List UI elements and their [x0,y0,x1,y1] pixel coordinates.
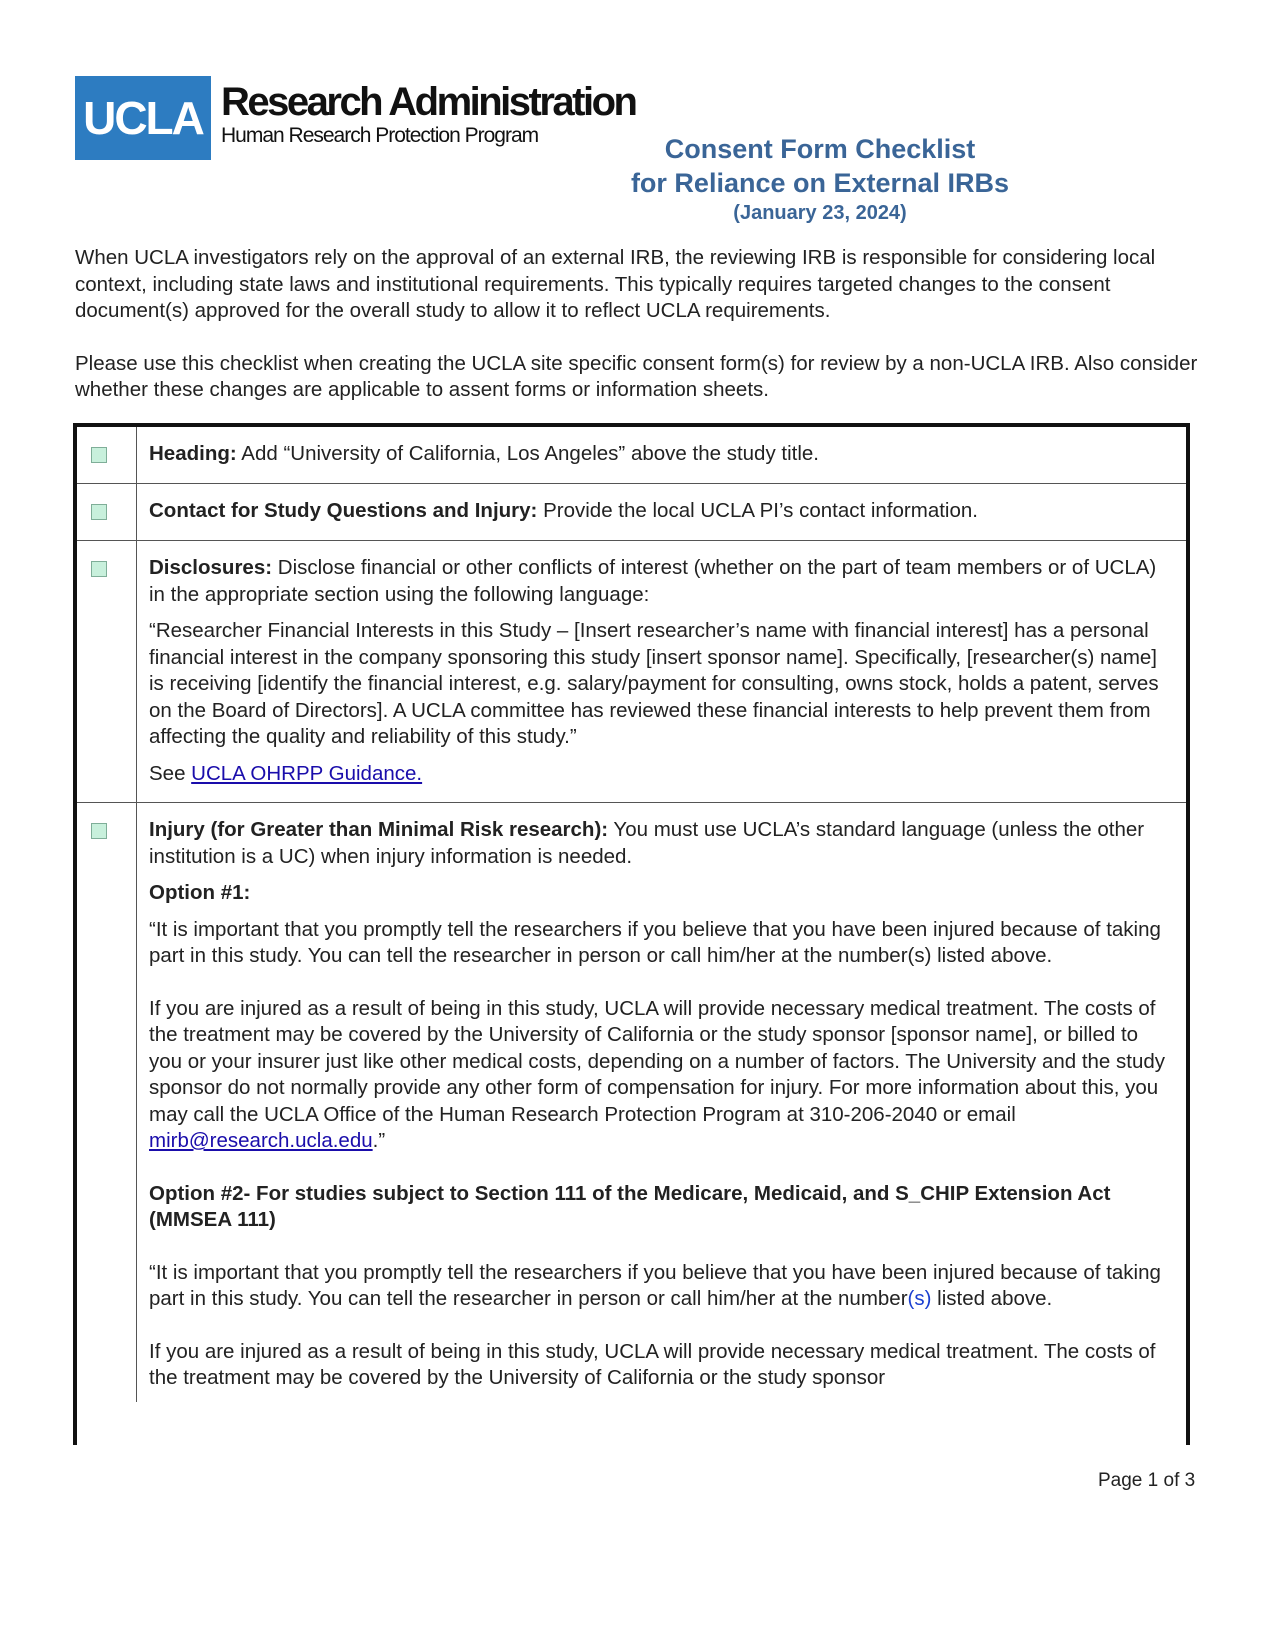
checkbox-cell [77,484,137,540]
row-text [137,541,1186,802]
checklist-row-injury [77,803,1186,1402]
intro-section [75,245,1205,430]
checklist-row-contact [77,484,1186,541]
option-1-end: .” [372,1129,386,1152]
disclosures-quote: “Researcher Financial Interests in this Study – [Insert researcher’s name with financial interest] has a personal financial interest in the company sponsoring this study [insert sponsor name]. Specifically, [researcher(s) name] is receiving [identify the financial interest, e.g. salary/payment for consulting, owns stock, holds a patent, serves on the Board of Directors]. A UCLA committee has reviewed these financial interests to help prevent them from affecting the quality and reliability of this study.” [149,619,1159,748]
option-1-paragraph-2: If you are injured as a result of being in this study, UCLA will provide necessary medical treatment. The costs of the treatment may be covered by the University of California or the study sponsor [sponsor name], or billed to you or your insurer just like other medical costs, depending on a number of factors. The University and the study sponsor do not normally provide any other form of compensation for injury. For more information about this, you may call the UCLA Office of the Human Research Protection Program at 310-206-2040 or email [149,996,1166,1126]
row-text [137,803,1186,1402]
title-line-2: for Reliance on External IRBs [630,168,1010,198]
option-2-paragraph-1a: “It is important that you promptly tell the researchers if you believe that you have been injured because of taking part in this study. You can tell the researcher in person or call him/her at the number [149,1260,1161,1310]
intro-paragraph-2: Please use this checklist when creating the UCLA site specific consent form(s) for review by a non-UCLA IRB. Also consider whether these changes are applicable to assent forms or information sheets. [75,351,1198,401]
option-1-label: Option #1: [149,881,251,904]
checkbox-cell [77,803,137,1402]
page-number: Page 1 of 3 [1098,1470,1196,1491]
row-text [137,484,1186,540]
see-text: See [149,761,192,785]
checkbox-cell [77,427,137,483]
logo-title: Research Administration [221,80,636,124]
checkbox-contact[interactable] [91,504,107,520]
checklist-row-disclosures [77,541,1186,803]
disclosures-text: Disclose financial or other conflicts of interest (whether on the part of team members or of UCLA) in the appropriate section using the following language: [149,556,1157,606]
title-line-1: Consent Form Checklist [664,134,976,164]
injury-text: You must use UCLA’s standard language (unless the other institution is a UC) when injury information is needed. [149,818,1145,868]
disclosures-label: Disclosures: [149,556,273,579]
ucla-logo [75,76,635,160]
document-title [560,132,1080,226]
checkbox-disclosures[interactable] [91,561,107,577]
ucla-logo-mark: UCLA [75,76,211,160]
title-date: (January 23, 2024) [733,202,907,224]
injury-label: Injury (for Greater than Minimal Risk research): [149,818,609,841]
heading-text: Add “University of California, Los Angeles” above the study title. [236,442,819,465]
option-1-paragraph-1: “It is important that you promptly tell the researchers if you believe that you have been injured because of taking part in this study. You can tell the researcher in person or call him/her at the number(s) listed above. [149,917,1161,967]
option-2-paragraph-1s: (s) [907,1287,932,1310]
heading-label: Heading: [149,442,237,465]
checkbox-heading[interactable] [91,447,107,463]
option-2-paragraph-1b: listed above. [931,1287,1053,1310]
checkbox-injury[interactable] [91,823,107,839]
checklist-table [73,423,1190,1445]
contact-text: Provide the local UCLA PI’s contact information. [537,499,978,522]
checklist-row-heading [77,427,1186,484]
row-text [137,427,1186,483]
checkbox-cell [77,541,137,802]
logo-subtitle: Human Research Protection Program [221,124,539,147]
intro-paragraph-1: When UCLA investigators rely on the approval of an external IRB, the reviewing IRB is responsible for considering local context, including state laws and institutional requirements. This typically requires targeted changes to the consent document(s) approved for the overall study to allow it to reflect UCLA requirements. [75,246,1156,322]
ohrpp-guidance-link[interactable]: UCLA OHRPP Guidance. [191,761,423,785]
contact-label: Contact for Study Questions and Injury: [149,499,538,522]
option-2-label: Option #2- For studies subject to Section 111 of the Medicare, Medicaid, and S_CHIP Extension Act (MMSEA 111) [149,1181,1111,1231]
option-2-paragraph-2: If you are injured as a result of being in this study, UCLA will provide necessary medical treatment. The costs of the treatment may be covered by the University of California or the study sponsor [149,1339,1156,1389]
mirb-email-link[interactable]: mirb@research.ucla.edu [149,1129,373,1152]
